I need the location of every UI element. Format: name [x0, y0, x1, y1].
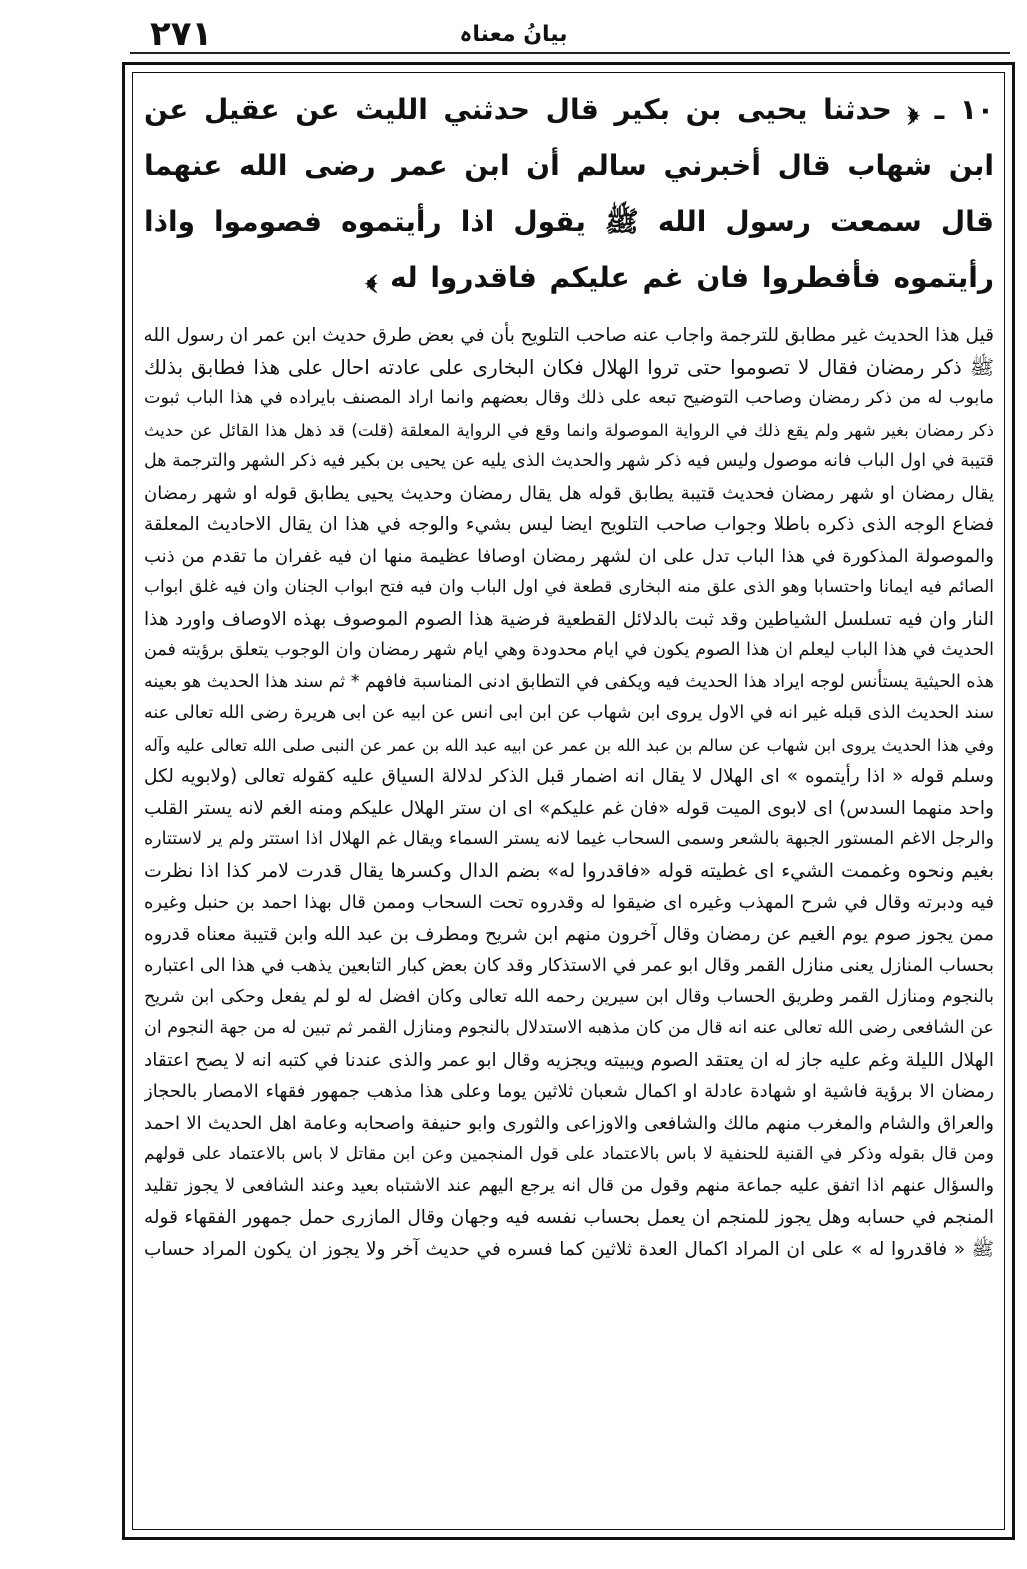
commentary-line: والرجل الاغم المستور الجبهة بالشعر وسمى السحاب غيما لانه يستر السماء ويقال غم الهلال اذا استتر ولم ير لاستتاره	[144, 829, 994, 849]
header-rule	[130, 52, 1010, 54]
page-number: ۲۷۱	[150, 14, 213, 54]
commentary-line: سند الحديث الذى قبله غير انه في الاول يروى ابن شهاب عن ابن ابى انس عن ابيه عن ابى هريرة رضى الله تعالى عنه	[144, 703, 994, 723]
commentary-line: هذه الحيثية يستأنس لوجه ايراد هذا الحديث فيه ويكفى في التطابق ادنى المناسبة فافهم * ثم سند هذا الحديث هو بعينه	[144, 671, 994, 692]
commentary-line: فيه ودبرته وقال في شرح المهذب وغيره اى ضيقوا له وقدروه تحت السحاب وممن قال بهذا احمد بن حنبل وغيره	[144, 892, 994, 913]
commentary-line: وفي هذا الحديث يروى ابن شهاب عن سالم بن عبد الله بن عمر عن ابيه عبد الله بن عمر عن النبى صلى الله تعالى عليه وآله	[144, 735, 994, 755]
commentary-line: واحد منهما السدس) اى لابوى الميت قوله «فان غم عليكم» اى ان ستر الهلال عليكم ومنه الغم لانه يستر القلب	[144, 797, 994, 819]
commentary-line: ذكر رمضان بغير شهر ولم يقع ذلك في الرواية الموصولة وانما وقع في الرواية المعلقة (قلت) قد ذهل هذا القائل عن حديث	[144, 420, 994, 440]
commentary-line: ﷺ « فاقدروا له » على ان المراد اكمال العدة ثلاثين كما فسره في حديث آخر ولا يجوز ان يكون المراد حساب	[144, 1238, 994, 1260]
commentary-body	[144, 320, 994, 1265]
commentary-line: والسؤال عنهم اذا اتفق عليه جماعة منهم وقول من قال انه يرجع اليهم عند الاشتباه بعيد وعند الشافعى لا يجوز تقليد	[144, 1175, 994, 1196]
commentary-line: المنجم في حسابه وهل يجوز للمنجم ان يعمل بحساب نفسه فيه وجهان وقال المازرى حمل جمهور الفقهاء قوله	[144, 1207, 994, 1228]
commentary-line: فضاع الوجه الذى ذكره باطلا وجواب صاحب التلويح ايضا ليس بشيء والوجه في هذا ان يقال الاحاديث المعلقة	[144, 514, 994, 535]
commentary-line: ممن يجوز صوم يوم الغيم عن رمضان وقال آخرون منهم ابن شريح ومطرف بن عبد الله وابن قتيبة معناه قدروه	[144, 923, 994, 945]
commentary-line: يقال رمضان او شهر رمضان فحديث قتيبة يطابق قوله هل يقال رمضان وحديث يحيى يطابق قوله او شهر رمضان	[144, 482, 994, 504]
commentary-line: الحديث في هذا الباب ليعلم ان هذا الصوم يكون في ايام محدودة وهي ايام شهر رمضان وان الوجوب يتعلق برؤيته فمن	[144, 640, 994, 660]
commentary-line: بغيم ونحوه وغممت الشيء اى غطيته قوله «فاقدروا له» بضم الدال وكسرها يقال قدرت لامر كذا اذا نظرت	[144, 859, 994, 882]
commentary-line: ﷺ ذكر رمضان فقال لا تصوموا حتى تروا الهلال فكان البخارى على عادته احال على هذا فطابق بذلك	[144, 354, 994, 379]
commentary-line: الصائم فيه ايمانا واحتسابا وهو الذى علق منه البخارى قطعة في اول الباب وان فيه فتح ابواب الجنان وان فيه غلق ابواب	[144, 577, 994, 597]
commentary-line: مابوب له من ذكر رمضان وصاحب التوضيح تبعه على ذلك وقال بعضهم وانما اراد المصنف بايراده في هذا الباب ثبوت	[144, 388, 994, 408]
commentary-line: بالنجوم ومنازل القمر وطريق الحساب وقال ابن سيرين رحمه الله تعالى وكان افضل له لو لم يفعل وحكى ابن شريح	[144, 986, 994, 1007]
commentary-line: وسلم قوله « اذا رأيتموه » اى الهلال لا يقال انه اضمار قبل الذكر لدلالة السياق عليه كقوله تعالى (ولابويه لكل	[144, 766, 994, 787]
commentary-line: والموصولة المذكورة في هذا الباب تدل على ان لشهر رمضان اوصافا عظيمة منها ان فيه غفران ما تقدم من ذنب	[144, 545, 994, 567]
commentary-line: رمضان الا برؤية فاشية او شهادة عادلة او اكمال شعبان ثلاثين يوما وعلى هذا مذهب جمهور فقهاء الامصار بالحجاز	[144, 1081, 994, 1102]
commentary-line: النار وان فيه تسلسل الشياطين وقد ثبت بالدلائل القطعية فرضية هذا الصوم الموصوف بهذه الاوصاف واورد هذا	[144, 608, 994, 630]
commentary-line: ومن قال بقوله وذكر في القنية للحنفية لا باس بالاعتماد على قول المنجمين وعن ابن مقاتل لا باس بالاعتماد على قولهم	[144, 1144, 994, 1164]
hadith-text: ١٠ ـ ﴿ حدثنا يحيى بن بكير قال حدثني الليث عن عقيل عن ابن شهاب قال أخبرني سالم أن ابن عمر رضى الله عنهما قال سمعت رسول الله ﷺ يقول اذا رأيتموه فصوموا واذا رأيتموه فأفطروا فان غم عليكم فاقدروا له ﴾	[144, 93, 994, 294]
commentary-line: قتيبة في اول الباب فانه موصول وليس فيه ذكر شهر والحديث الذى يليه عن يحيى بن بكير فيه ذكر الشهر والترجمة هل	[144, 451, 994, 471]
commentary-line: بحساب المنازل يعنى منازل القمر وقال ابو عمر في الاستذكار وقد كان بعض كبار التابعين يذهب في هذا الى اعتباره	[144, 955, 994, 976]
commentary-line: الهلال الليلة وغم عليه جاز له ان يعتقد الصوم ويبيته ويجزيه وقال ابو عمر والذى عندنا في كتبه انه لا يصح اعتقاد	[144, 1049, 994, 1071]
commentary-line: قيل هذا الحديث غير مطابق للترجمة واجاب عنه صاحب التلويح بأن في بعض طرق حديث ابن عمر ان رسول الله	[144, 325, 994, 346]
commentary-line: عن الشافعى رضى الله تعالى عنه انه قال من كان مذهبه الاستدلال بالنجوم ومنازل القمر ثم تبين له من جهة النجوم ان	[144, 1018, 994, 1038]
running-header: بیانُ معناہ	[459, 22, 568, 47]
commentary-line: والعراق والشام والمغرب منهم مالك والشافعى والاوزاعى والثورى وابو حنيفة واصحابه وعامة اهل الحديث الا احمد	[144, 1112, 994, 1134]
page-content	[144, 82, 994, 1265]
